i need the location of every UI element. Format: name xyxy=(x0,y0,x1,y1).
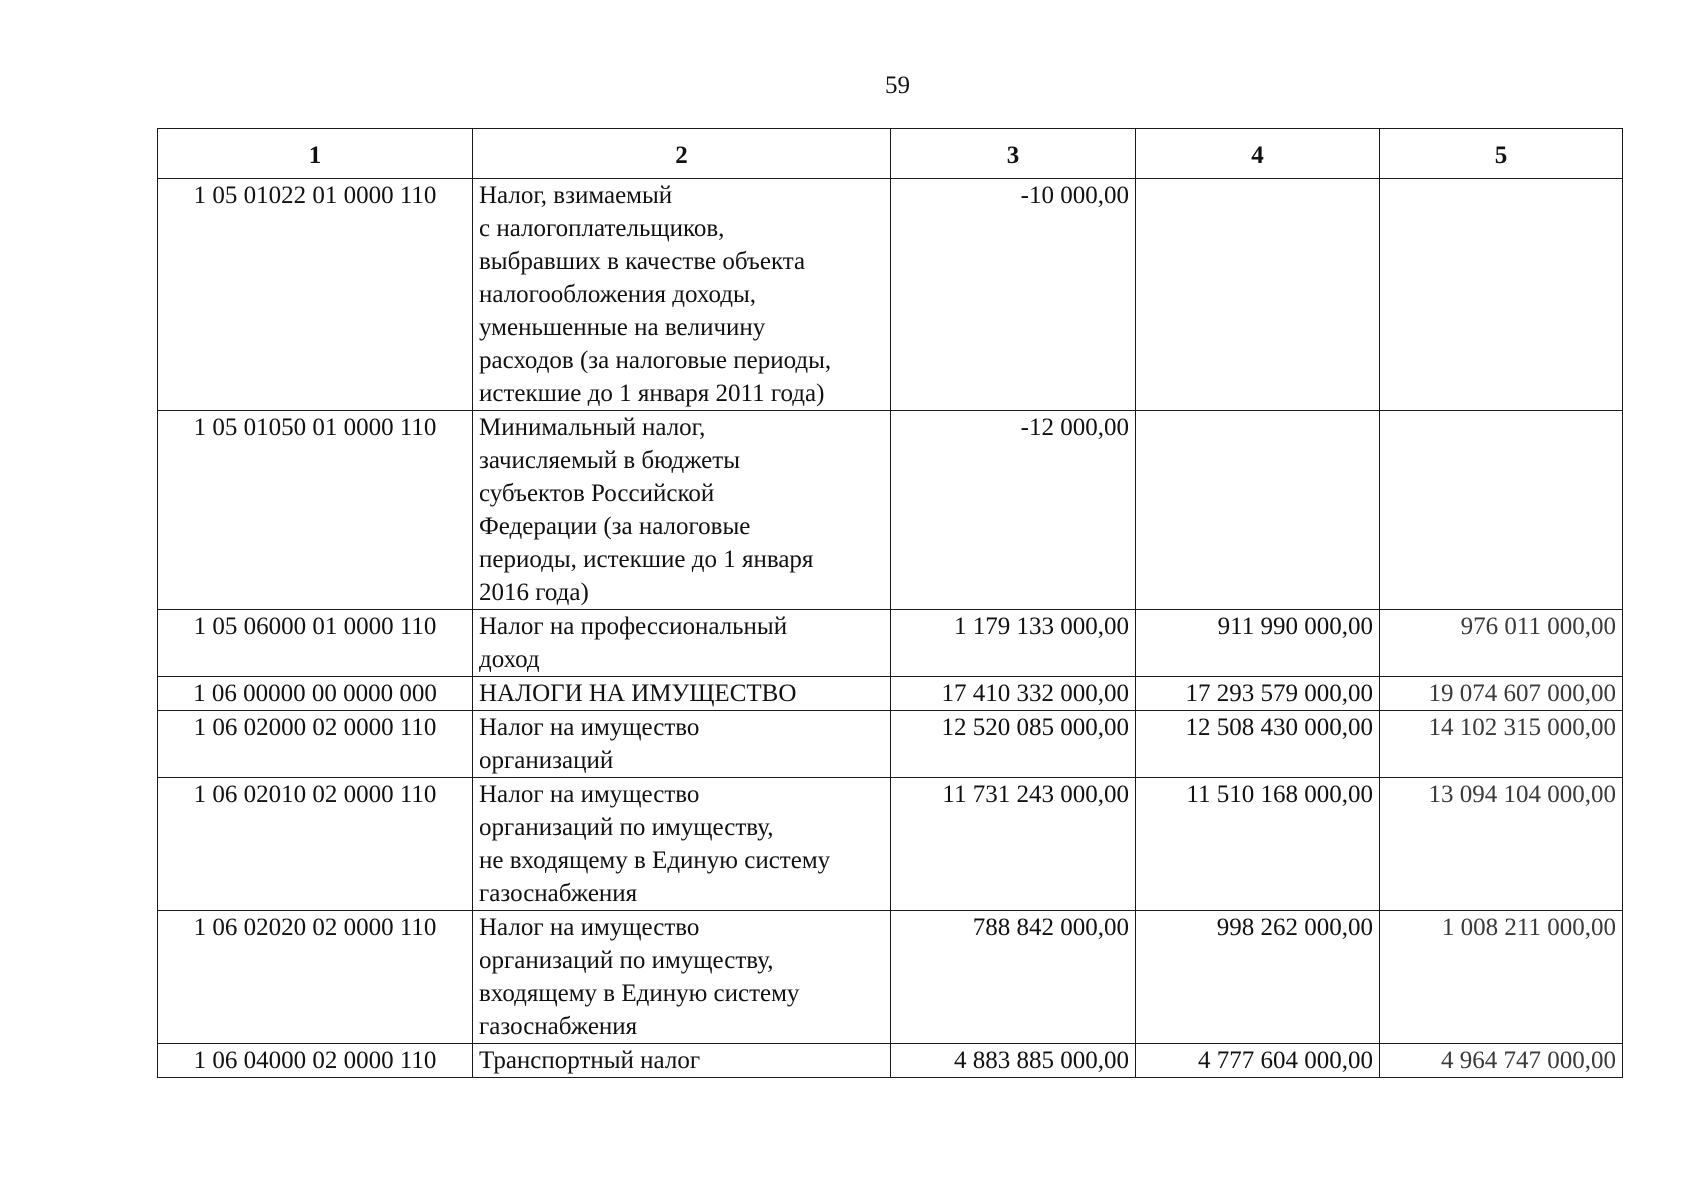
amount-cell-col4: 911 990 000,00 xyxy=(1136,610,1380,677)
budget-table xyxy=(157,128,1623,1078)
income-name-cell xyxy=(473,411,891,610)
table-row xyxy=(158,711,1623,778)
income-name-line: Налог на имущество xyxy=(479,781,700,808)
income-name-line: истекшие до 1 января 2011 года) xyxy=(479,380,825,407)
income-name-cell xyxy=(473,179,891,411)
income-name-line: Налог, взимаемый xyxy=(479,182,673,209)
income-name-line: Федерации (за налоговые xyxy=(479,513,751,540)
income-name-line: НАЛОГИ НА ИМУЩЕСТВО xyxy=(479,680,797,707)
amount-cell-col5: 976 011 000,00 xyxy=(1380,610,1623,677)
income-name-cell xyxy=(473,610,891,677)
income-name-line: организаций xyxy=(479,747,614,774)
amount-cell-col4 xyxy=(1136,411,1380,610)
income-name-line: Налог на имущество xyxy=(479,914,700,941)
amount-cell-col4: 12 508 430 000,00 xyxy=(1136,711,1380,778)
income-name-cell xyxy=(473,711,891,778)
header-col-1: 1 xyxy=(158,129,473,179)
amount-cell-col5: 13 094 104 000,00 xyxy=(1380,778,1623,911)
income-name-line: 2016 года) xyxy=(479,579,589,606)
income-name-line: с налогоплательщиков, xyxy=(479,215,725,242)
budget-code-cell: 1 05 06000 01 0000 110 xyxy=(158,610,473,677)
budget-code-cell: 1 06 02000 02 0000 110 xyxy=(158,711,473,778)
budget-code-cell: 1 05 01022 01 0000 110 xyxy=(158,179,473,411)
header-col-4: 4 xyxy=(1136,129,1380,179)
income-name-line: организаций по имуществу, xyxy=(479,947,774,974)
income-name-line: организаций по имуществу, xyxy=(479,814,774,841)
table-row xyxy=(158,677,1623,711)
income-name-line: выбравших в качестве объекта xyxy=(479,248,806,275)
table-row xyxy=(158,911,1623,1044)
table-row xyxy=(158,411,1623,610)
amount-cell-col5: 19 074 607 000,00 xyxy=(1380,677,1623,711)
table-row xyxy=(158,778,1623,911)
income-name-cell xyxy=(473,1044,891,1078)
amount-cell-col3: 4 883 885 000,00 xyxy=(891,1044,1136,1078)
header-col-5: 5 xyxy=(1380,129,1623,179)
income-name-line: расходов (за налоговые периоды, xyxy=(479,347,832,374)
page-number: 59 xyxy=(885,72,910,99)
budget-code-cell: 1 06 02020 02 0000 110 xyxy=(158,911,473,1044)
header-row xyxy=(158,129,1623,179)
amount-cell-col4: 11 510 168 000,00 xyxy=(1136,778,1380,911)
table-row xyxy=(158,610,1623,677)
budget-code-cell: 1 06 00000 00 0000 000 xyxy=(158,677,473,711)
table-body xyxy=(158,179,1623,1078)
income-name-line: Налог на имущество xyxy=(479,714,700,741)
budget-code-cell: 1 06 02010 02 0000 110 xyxy=(158,778,473,911)
amount-cell-col5 xyxy=(1380,179,1623,411)
amount-cell-col3: 1 179 133 000,00 xyxy=(891,610,1136,677)
table-row xyxy=(158,179,1623,411)
amount-cell-col3: -12 000,00 xyxy=(891,411,1136,610)
income-name-line: не входящему в Единую систему xyxy=(479,847,831,874)
income-name-line: газоснабжения xyxy=(479,880,638,907)
amount-cell-col4: 998 262 000,00 xyxy=(1136,911,1380,1044)
amount-cell-col3: 17 410 332 000,00 xyxy=(891,677,1136,711)
income-name-cell xyxy=(473,677,891,711)
amount-cell-col4 xyxy=(1136,179,1380,411)
income-name-line: Налог на профессиональный xyxy=(479,613,788,640)
amount-cell-col4: 17 293 579 000,00 xyxy=(1136,677,1380,711)
budget-code-cell: 1 06 04000 02 0000 110 xyxy=(158,1044,473,1078)
amount-cell-col3: 11 731 243 000,00 xyxy=(891,778,1136,911)
income-name-line: доход xyxy=(479,646,540,673)
income-name-line: Транспортный налог xyxy=(479,1047,701,1074)
income-name-line: входящему в Единую систему xyxy=(479,980,800,1007)
header-col-3: 3 xyxy=(891,129,1136,179)
income-name-cell xyxy=(473,911,891,1044)
income-name-line: субъектов Российской xyxy=(479,480,715,507)
amount-cell-col4: 4 777 604 000,00 xyxy=(1136,1044,1380,1078)
income-name-line: уменьшенные на величину xyxy=(479,314,766,341)
amount-cell-col3: 12 520 085 000,00 xyxy=(891,711,1136,778)
amount-cell-col3: -10 000,00 xyxy=(891,179,1136,411)
table-row xyxy=(158,1044,1623,1078)
income-name-line: газоснабжения xyxy=(479,1013,638,1040)
income-name-cell xyxy=(473,778,891,911)
budget-code-cell: 1 05 01050 01 0000 110 xyxy=(158,411,473,610)
income-name-line: налогообложения доходы, xyxy=(479,281,756,308)
income-name-line: зачисляемый в бюджеты xyxy=(479,447,740,474)
header-col-2: 2 xyxy=(473,129,891,179)
amount-cell-col5: 4 964 747 000,00 xyxy=(1380,1044,1623,1078)
income-name-line: Минимальный налог, xyxy=(479,414,706,441)
amount-cell-col5 xyxy=(1380,411,1623,610)
amount-cell-col5: 1 008 211 000,00 xyxy=(1380,911,1623,1044)
amount-cell-col3: 788 842 000,00 xyxy=(891,911,1136,1044)
amount-cell-col5: 14 102 315 000,00 xyxy=(1380,711,1623,778)
income-name-line: периоды, истекшие до 1 января xyxy=(479,546,814,573)
